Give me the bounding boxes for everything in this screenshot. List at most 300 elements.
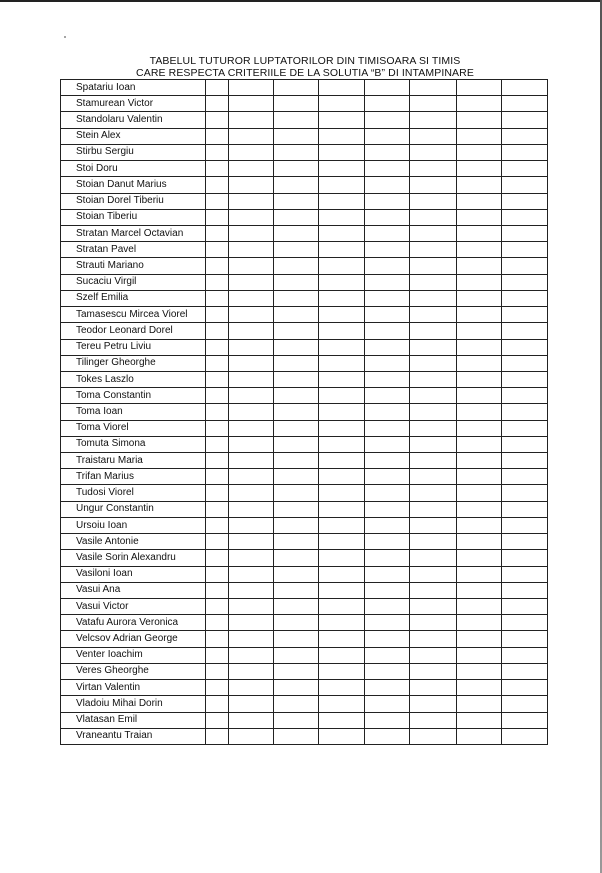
empty-cell xyxy=(229,501,274,517)
empty-cell xyxy=(457,80,502,96)
empty-cell xyxy=(229,355,274,371)
empty-cell xyxy=(229,177,274,193)
empty-cell xyxy=(229,517,274,533)
empty-cell xyxy=(206,80,229,96)
empty-cell xyxy=(502,177,548,193)
empty-cell xyxy=(274,420,319,436)
name-cell: Ungur Constantin xyxy=(61,501,206,517)
empty-cell xyxy=(319,485,365,501)
empty-cell xyxy=(274,631,319,647)
empty-cell xyxy=(206,258,229,274)
empty-cell xyxy=(319,501,365,517)
empty-cell xyxy=(457,485,502,501)
table-row xyxy=(61,599,548,615)
table-row xyxy=(61,436,548,452)
empty-cell xyxy=(206,550,229,566)
empty-cell xyxy=(319,161,365,177)
empty-cell xyxy=(502,388,548,404)
empty-cell xyxy=(457,647,502,663)
empty-cell xyxy=(365,112,410,128)
empty-cell xyxy=(457,193,502,209)
empty-cell xyxy=(206,355,229,371)
empty-cell xyxy=(502,469,548,485)
empty-cell xyxy=(319,663,365,679)
empty-cell xyxy=(229,420,274,436)
name-cell: Tereu Petru Liviu xyxy=(61,339,206,355)
empty-cell xyxy=(457,599,502,615)
empty-cell xyxy=(502,404,548,420)
name-cell: Vraneantu Traian xyxy=(61,728,206,744)
empty-cell xyxy=(229,550,274,566)
empty-cell xyxy=(206,225,229,241)
empty-cell xyxy=(319,258,365,274)
name-cell: Teodor Leonard Dorel xyxy=(61,323,206,339)
name-cell: Szelf Emilia xyxy=(61,290,206,306)
table-row xyxy=(61,290,548,306)
empty-cell xyxy=(319,128,365,144)
empty-cell xyxy=(410,177,457,193)
empty-cell xyxy=(274,274,319,290)
empty-cell xyxy=(274,242,319,258)
name-cell: Tamasescu Mircea Viorel xyxy=(61,307,206,323)
empty-cell xyxy=(410,388,457,404)
empty-cell xyxy=(365,323,410,339)
empty-cell xyxy=(319,712,365,728)
name-cell: Strauti Mariano xyxy=(61,258,206,274)
scan-speck xyxy=(64,36,66,38)
empty-cell xyxy=(457,242,502,258)
empty-cell xyxy=(274,696,319,712)
empty-cell xyxy=(229,274,274,290)
empty-cell xyxy=(502,274,548,290)
empty-cell xyxy=(502,290,548,306)
empty-cell xyxy=(319,550,365,566)
empty-cell xyxy=(457,469,502,485)
empty-cell xyxy=(457,355,502,371)
empty-cell xyxy=(502,371,548,387)
name-cell: Stratan Pavel xyxy=(61,242,206,258)
empty-cell xyxy=(319,453,365,469)
empty-cell xyxy=(229,112,274,128)
empty-cell xyxy=(410,307,457,323)
name-cell: Tokes Laszlo xyxy=(61,371,206,387)
name-cell: Stoi Doru xyxy=(61,161,206,177)
empty-cell xyxy=(274,582,319,598)
table-row xyxy=(61,274,548,290)
empty-cell xyxy=(206,388,229,404)
empty-cell xyxy=(206,144,229,160)
empty-cell xyxy=(319,599,365,615)
heading-line-1: TABELUL TUTUROR LUPTATORILOR DIN TIMISOARA SI TIMIS xyxy=(149,55,461,67)
empty-cell xyxy=(457,112,502,128)
empty-cell xyxy=(457,96,502,112)
name-cell: Stoian Dorel Tiberiu xyxy=(61,193,206,209)
empty-cell xyxy=(206,112,229,128)
empty-cell xyxy=(206,485,229,501)
name-cell: Spatariu Ioan xyxy=(61,80,206,96)
empty-cell xyxy=(319,517,365,533)
empty-cell xyxy=(365,599,410,615)
empty-cell xyxy=(274,80,319,96)
empty-cell xyxy=(502,80,548,96)
empty-cell xyxy=(410,453,457,469)
empty-cell xyxy=(229,209,274,225)
empty-cell xyxy=(502,96,548,112)
table-row xyxy=(61,323,548,339)
empty-cell xyxy=(274,469,319,485)
empty-cell xyxy=(457,566,502,582)
empty-cell xyxy=(457,453,502,469)
empty-cell xyxy=(274,258,319,274)
table-row xyxy=(61,96,548,112)
empty-cell xyxy=(206,453,229,469)
table-row xyxy=(61,177,548,193)
empty-cell xyxy=(274,550,319,566)
empty-cell xyxy=(365,728,410,744)
empty-cell xyxy=(365,712,410,728)
empty-cell xyxy=(319,534,365,550)
empty-cell xyxy=(365,371,410,387)
empty-cell xyxy=(229,290,274,306)
empty-cell xyxy=(229,339,274,355)
empty-cell xyxy=(410,144,457,160)
empty-cell xyxy=(365,193,410,209)
empty-cell xyxy=(365,453,410,469)
table-row xyxy=(61,339,548,355)
empty-cell xyxy=(365,258,410,274)
empty-cell xyxy=(206,339,229,355)
name-cell: Vlatasan Emil xyxy=(61,712,206,728)
table-row xyxy=(61,128,548,144)
empty-cell xyxy=(319,371,365,387)
empty-cell xyxy=(319,96,365,112)
empty-cell xyxy=(410,209,457,225)
empty-cell xyxy=(274,712,319,728)
empty-cell xyxy=(274,534,319,550)
empty-cell xyxy=(502,225,548,241)
empty-cell xyxy=(410,242,457,258)
empty-cell xyxy=(365,161,410,177)
table-row xyxy=(61,534,548,550)
empty-cell xyxy=(274,290,319,306)
empty-cell xyxy=(229,631,274,647)
empty-cell xyxy=(457,323,502,339)
name-cell: Trifan Marius xyxy=(61,469,206,485)
empty-cell xyxy=(274,161,319,177)
empty-cell xyxy=(457,663,502,679)
empty-cell xyxy=(365,404,410,420)
empty-cell xyxy=(206,534,229,550)
empty-cell xyxy=(274,647,319,663)
table-row xyxy=(61,712,548,728)
empty-cell xyxy=(206,680,229,696)
table-row xyxy=(61,615,548,631)
empty-cell xyxy=(410,128,457,144)
empty-cell xyxy=(502,436,548,452)
empty-cell xyxy=(365,485,410,501)
empty-cell xyxy=(319,209,365,225)
empty-cell xyxy=(457,534,502,550)
name-cell: Tomuta Simona xyxy=(61,436,206,452)
empty-cell xyxy=(274,663,319,679)
table-row xyxy=(61,388,548,404)
empty-cell xyxy=(229,534,274,550)
empty-cell xyxy=(229,225,274,241)
empty-cell xyxy=(365,80,410,96)
table-row xyxy=(61,631,548,647)
empty-cell xyxy=(457,550,502,566)
name-cell: Stoian Tiberiu xyxy=(61,209,206,225)
table-row xyxy=(61,550,548,566)
name-cell: Veres Gheorghe xyxy=(61,663,206,679)
empty-cell xyxy=(206,663,229,679)
empty-cell xyxy=(410,696,457,712)
empty-cell xyxy=(457,501,502,517)
empty-cell xyxy=(410,663,457,679)
empty-cell xyxy=(365,582,410,598)
name-cell: Vasui Victor xyxy=(61,599,206,615)
roster-body xyxy=(61,80,548,745)
empty-cell xyxy=(502,534,548,550)
empty-cell xyxy=(502,599,548,615)
empty-cell xyxy=(502,566,548,582)
empty-cell xyxy=(457,582,502,598)
empty-cell xyxy=(502,680,548,696)
name-cell: Vladoiu Mihai Dorin xyxy=(61,696,206,712)
empty-cell xyxy=(365,307,410,323)
table-row xyxy=(61,258,548,274)
empty-cell xyxy=(319,144,365,160)
table-row xyxy=(61,80,548,96)
empty-cell xyxy=(457,436,502,452)
empty-cell xyxy=(274,453,319,469)
empty-cell xyxy=(229,582,274,598)
empty-cell xyxy=(365,615,410,631)
empty-cell xyxy=(229,323,274,339)
empty-cell xyxy=(457,631,502,647)
empty-cell xyxy=(319,631,365,647)
empty-cell xyxy=(206,420,229,436)
table-row xyxy=(61,193,548,209)
empty-cell xyxy=(457,161,502,177)
empty-cell xyxy=(365,647,410,663)
name-cell: Stamurean Victor xyxy=(61,96,206,112)
table-row xyxy=(61,453,548,469)
empty-cell xyxy=(274,339,319,355)
table-row xyxy=(61,112,548,128)
empty-cell xyxy=(319,177,365,193)
empty-cell xyxy=(457,209,502,225)
empty-cell xyxy=(502,323,548,339)
empty-cell xyxy=(206,96,229,112)
empty-cell xyxy=(502,128,548,144)
empty-cell xyxy=(410,599,457,615)
empty-cell xyxy=(206,728,229,744)
empty-cell xyxy=(410,582,457,598)
empty-cell xyxy=(229,680,274,696)
name-cell: Vasile Antonie xyxy=(61,534,206,550)
empty-cell xyxy=(365,631,410,647)
empty-cell xyxy=(457,728,502,744)
table-row xyxy=(61,420,548,436)
empty-cell xyxy=(502,339,548,355)
table-row xyxy=(61,355,548,371)
empty-cell xyxy=(502,517,548,533)
empty-cell xyxy=(274,209,319,225)
name-cell: Stratan Marcel Octavian xyxy=(61,225,206,241)
empty-cell xyxy=(206,371,229,387)
name-cell: Standolaru Valentin xyxy=(61,112,206,128)
table-row xyxy=(61,663,548,679)
empty-cell xyxy=(319,728,365,744)
table-row xyxy=(61,680,548,696)
empty-cell xyxy=(206,469,229,485)
empty-cell xyxy=(365,339,410,355)
empty-cell xyxy=(319,615,365,631)
empty-cell xyxy=(410,225,457,241)
name-cell: Toma Constantin xyxy=(61,388,206,404)
empty-cell xyxy=(457,680,502,696)
empty-cell xyxy=(206,501,229,517)
table-row xyxy=(61,485,548,501)
empty-cell xyxy=(365,128,410,144)
empty-cell xyxy=(502,728,548,744)
empty-cell xyxy=(410,323,457,339)
empty-cell xyxy=(274,566,319,582)
empty-cell xyxy=(410,469,457,485)
table-row xyxy=(61,728,548,744)
empty-cell xyxy=(206,242,229,258)
empty-cell xyxy=(410,534,457,550)
empty-cell xyxy=(274,323,319,339)
empty-cell xyxy=(410,436,457,452)
empty-cell xyxy=(319,696,365,712)
empty-cell xyxy=(229,485,274,501)
empty-cell xyxy=(365,388,410,404)
name-cell: Stein Alex xyxy=(61,128,206,144)
empty-cell xyxy=(319,388,365,404)
empty-cell xyxy=(229,161,274,177)
empty-cell xyxy=(502,307,548,323)
empty-cell xyxy=(229,436,274,452)
name-cell: Ursoiu Ioan xyxy=(61,517,206,533)
empty-cell xyxy=(365,663,410,679)
empty-cell xyxy=(502,112,548,128)
empty-cell xyxy=(206,209,229,225)
empty-cell xyxy=(457,420,502,436)
empty-cell xyxy=(206,712,229,728)
table-row xyxy=(61,566,548,582)
empty-cell xyxy=(206,177,229,193)
empty-cell xyxy=(502,550,548,566)
empty-cell xyxy=(274,599,319,615)
empty-cell xyxy=(502,501,548,517)
empty-cell xyxy=(410,274,457,290)
empty-cell xyxy=(502,242,548,258)
empty-cell xyxy=(229,307,274,323)
empty-cell xyxy=(410,631,457,647)
empty-cell xyxy=(229,144,274,160)
empty-cell xyxy=(229,647,274,663)
table-row xyxy=(61,209,548,225)
empty-cell xyxy=(206,566,229,582)
empty-cell xyxy=(410,371,457,387)
empty-cell xyxy=(410,615,457,631)
empty-cell xyxy=(457,712,502,728)
empty-cell xyxy=(365,209,410,225)
empty-cell xyxy=(274,404,319,420)
empty-cell xyxy=(319,647,365,663)
empty-cell xyxy=(457,404,502,420)
empty-cell xyxy=(206,631,229,647)
empty-cell xyxy=(502,355,548,371)
empty-cell xyxy=(457,258,502,274)
empty-cell xyxy=(457,371,502,387)
empty-cell xyxy=(206,517,229,533)
empty-cell xyxy=(319,404,365,420)
empty-cell xyxy=(206,615,229,631)
empty-cell xyxy=(365,242,410,258)
name-cell: Toma Ioan xyxy=(61,404,206,420)
empty-cell xyxy=(206,436,229,452)
empty-cell xyxy=(365,550,410,566)
empty-cell xyxy=(410,550,457,566)
empty-cell xyxy=(365,274,410,290)
empty-cell xyxy=(274,371,319,387)
empty-cell xyxy=(365,517,410,533)
empty-cell xyxy=(319,680,365,696)
empty-cell xyxy=(319,566,365,582)
empty-cell xyxy=(410,566,457,582)
empty-cell xyxy=(319,436,365,452)
table-row xyxy=(61,144,548,160)
empty-cell xyxy=(274,355,319,371)
table-row xyxy=(61,242,548,258)
empty-cell xyxy=(365,144,410,160)
empty-cell xyxy=(502,631,548,647)
empty-cell xyxy=(502,696,548,712)
empty-cell xyxy=(502,144,548,160)
empty-cell xyxy=(274,128,319,144)
table-row xyxy=(61,469,548,485)
empty-cell xyxy=(319,323,365,339)
name-cell: Vasiloni Ioan xyxy=(61,566,206,582)
empty-cell xyxy=(229,96,274,112)
empty-cell xyxy=(229,80,274,96)
empty-cell xyxy=(229,128,274,144)
name-cell: Venter Ioachim xyxy=(61,647,206,663)
empty-cell xyxy=(319,193,365,209)
table-row xyxy=(61,647,548,663)
table-row xyxy=(61,307,548,323)
empty-cell xyxy=(502,712,548,728)
empty-cell xyxy=(410,193,457,209)
empty-cell xyxy=(229,404,274,420)
empty-cell xyxy=(502,161,548,177)
empty-cell xyxy=(229,712,274,728)
empty-cell xyxy=(502,258,548,274)
empty-cell xyxy=(229,615,274,631)
empty-cell xyxy=(319,355,365,371)
empty-cell xyxy=(274,501,319,517)
empty-cell xyxy=(229,599,274,615)
empty-cell xyxy=(365,534,410,550)
empty-cell xyxy=(274,388,319,404)
empty-cell xyxy=(206,161,229,177)
empty-cell xyxy=(365,436,410,452)
empty-cell xyxy=(457,128,502,144)
empty-cell xyxy=(457,615,502,631)
